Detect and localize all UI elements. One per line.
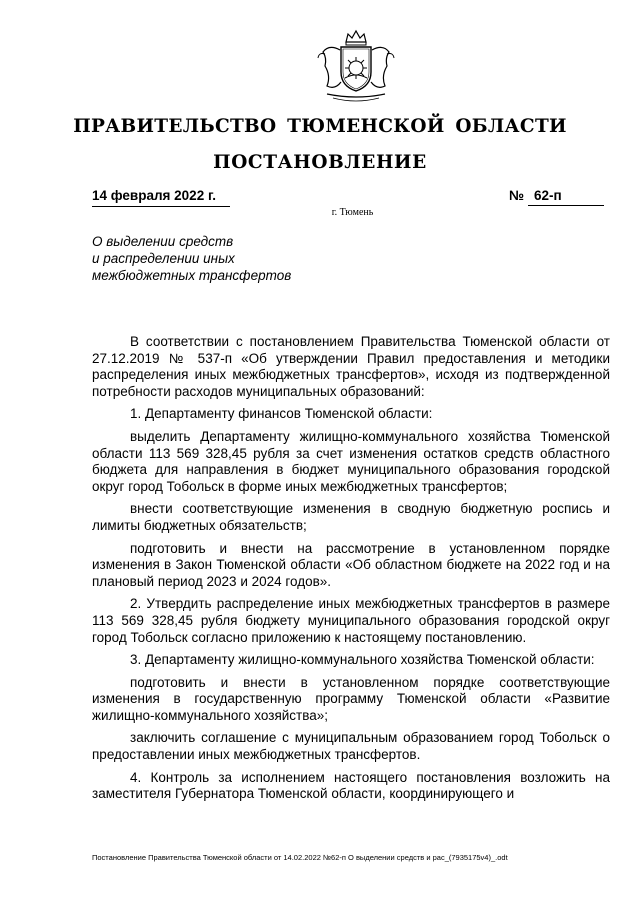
paragraph-item-3: 3. Департаменту жилищно-коммунального хозяйства Тюменской области: bbox=[130, 652, 595, 668]
paragraph-item-2: 2. Утвердить распределение иных межбюджетных трансфертов в размере 113 569 328,45 рубля бюджету муниципального образования городской округ город Тобольск согласно приложению к настоящему постановлению. bbox=[92, 596, 610, 645]
paragraph-item-4: 4. Контроль за исполнением настоящего постановления возложить на заместителя Губернатора Тюменской области, координирующего и bbox=[92, 769, 610, 802]
subject-line: и распределении иных bbox=[92, 251, 235, 266]
paragraph-item-1-amend: внести соответствующие изменения в сводную бюджетную роспись и лимиты бюджетных обязательств; bbox=[92, 501, 610, 533]
document-body bbox=[92, 334, 610, 809]
document-number: 62-п bbox=[528, 188, 604, 206]
organization-title: ПРАВИТЕЛЬСТВО ТЮМЕНСКОЙ ОБЛАСТИ bbox=[73, 116, 567, 137]
paragraph-item-1: 1. Департаменту финансов Тюменской области: bbox=[130, 406, 433, 422]
document-type-title: ПОСТАНОВЛЕНИЕ bbox=[213, 152, 427, 173]
paragraph-item-3-program: подготовить и внести в установленном порядке соответствующие изменения в государственную программу Тюменской области «Развитие жилищно-коммунального хозяйства»; bbox=[92, 674, 610, 723]
subject-line: О выделении средств bbox=[92, 234, 234, 249]
paragraph-item-1-allocate: выделить Департаменту жилищно-коммунального хозяйства Тюменской области 113 569 328,45 рубля за счет изменения остатков средств областного бюджета для направления в бюджет муниципального образования городской округ город Тобольск в форме иных межбюджетных трансфертов; bbox=[92, 428, 610, 494]
paragraph-preamble: В соответствии с постановлением Правительства Тюменской области от 27.12.2019 № 537-п «Об утверждении Правил предоставления и методики распределения иных межбюджетных трансфертов», исходя из подтвержденной потребности расходов муниципальных образований: bbox=[92, 334, 610, 399]
coat-of-arms-icon bbox=[315, 28, 397, 110]
paragraph-item-1-law: подготовить и внести на рассмотрение в установленном порядке изменения в Закон Тюменской области «Об областном бюджете на 2022 год и на плановый период 2023 и 2024 годов». bbox=[92, 540, 610, 589]
document-city: г. Тюмень bbox=[331, 207, 374, 218]
document-date: 14 февраля 2022 г. bbox=[92, 188, 230, 207]
number-sign: № bbox=[509, 188, 525, 203]
document-footer: Постановление Правительства Тюменской области от 14.02.2022 №62-п О выделении средств и рас_(7935175v4)_.odt bbox=[92, 853, 508, 862]
document-subject bbox=[92, 233, 291, 284]
paragraph-item-3-agreement: заключить соглашение с муниципальным образованием город Тобольск о предоставлении иных межбюджетных трансфертов. bbox=[92, 730, 610, 763]
subject-line: межбюджетных трансфертов bbox=[92, 268, 292, 283]
